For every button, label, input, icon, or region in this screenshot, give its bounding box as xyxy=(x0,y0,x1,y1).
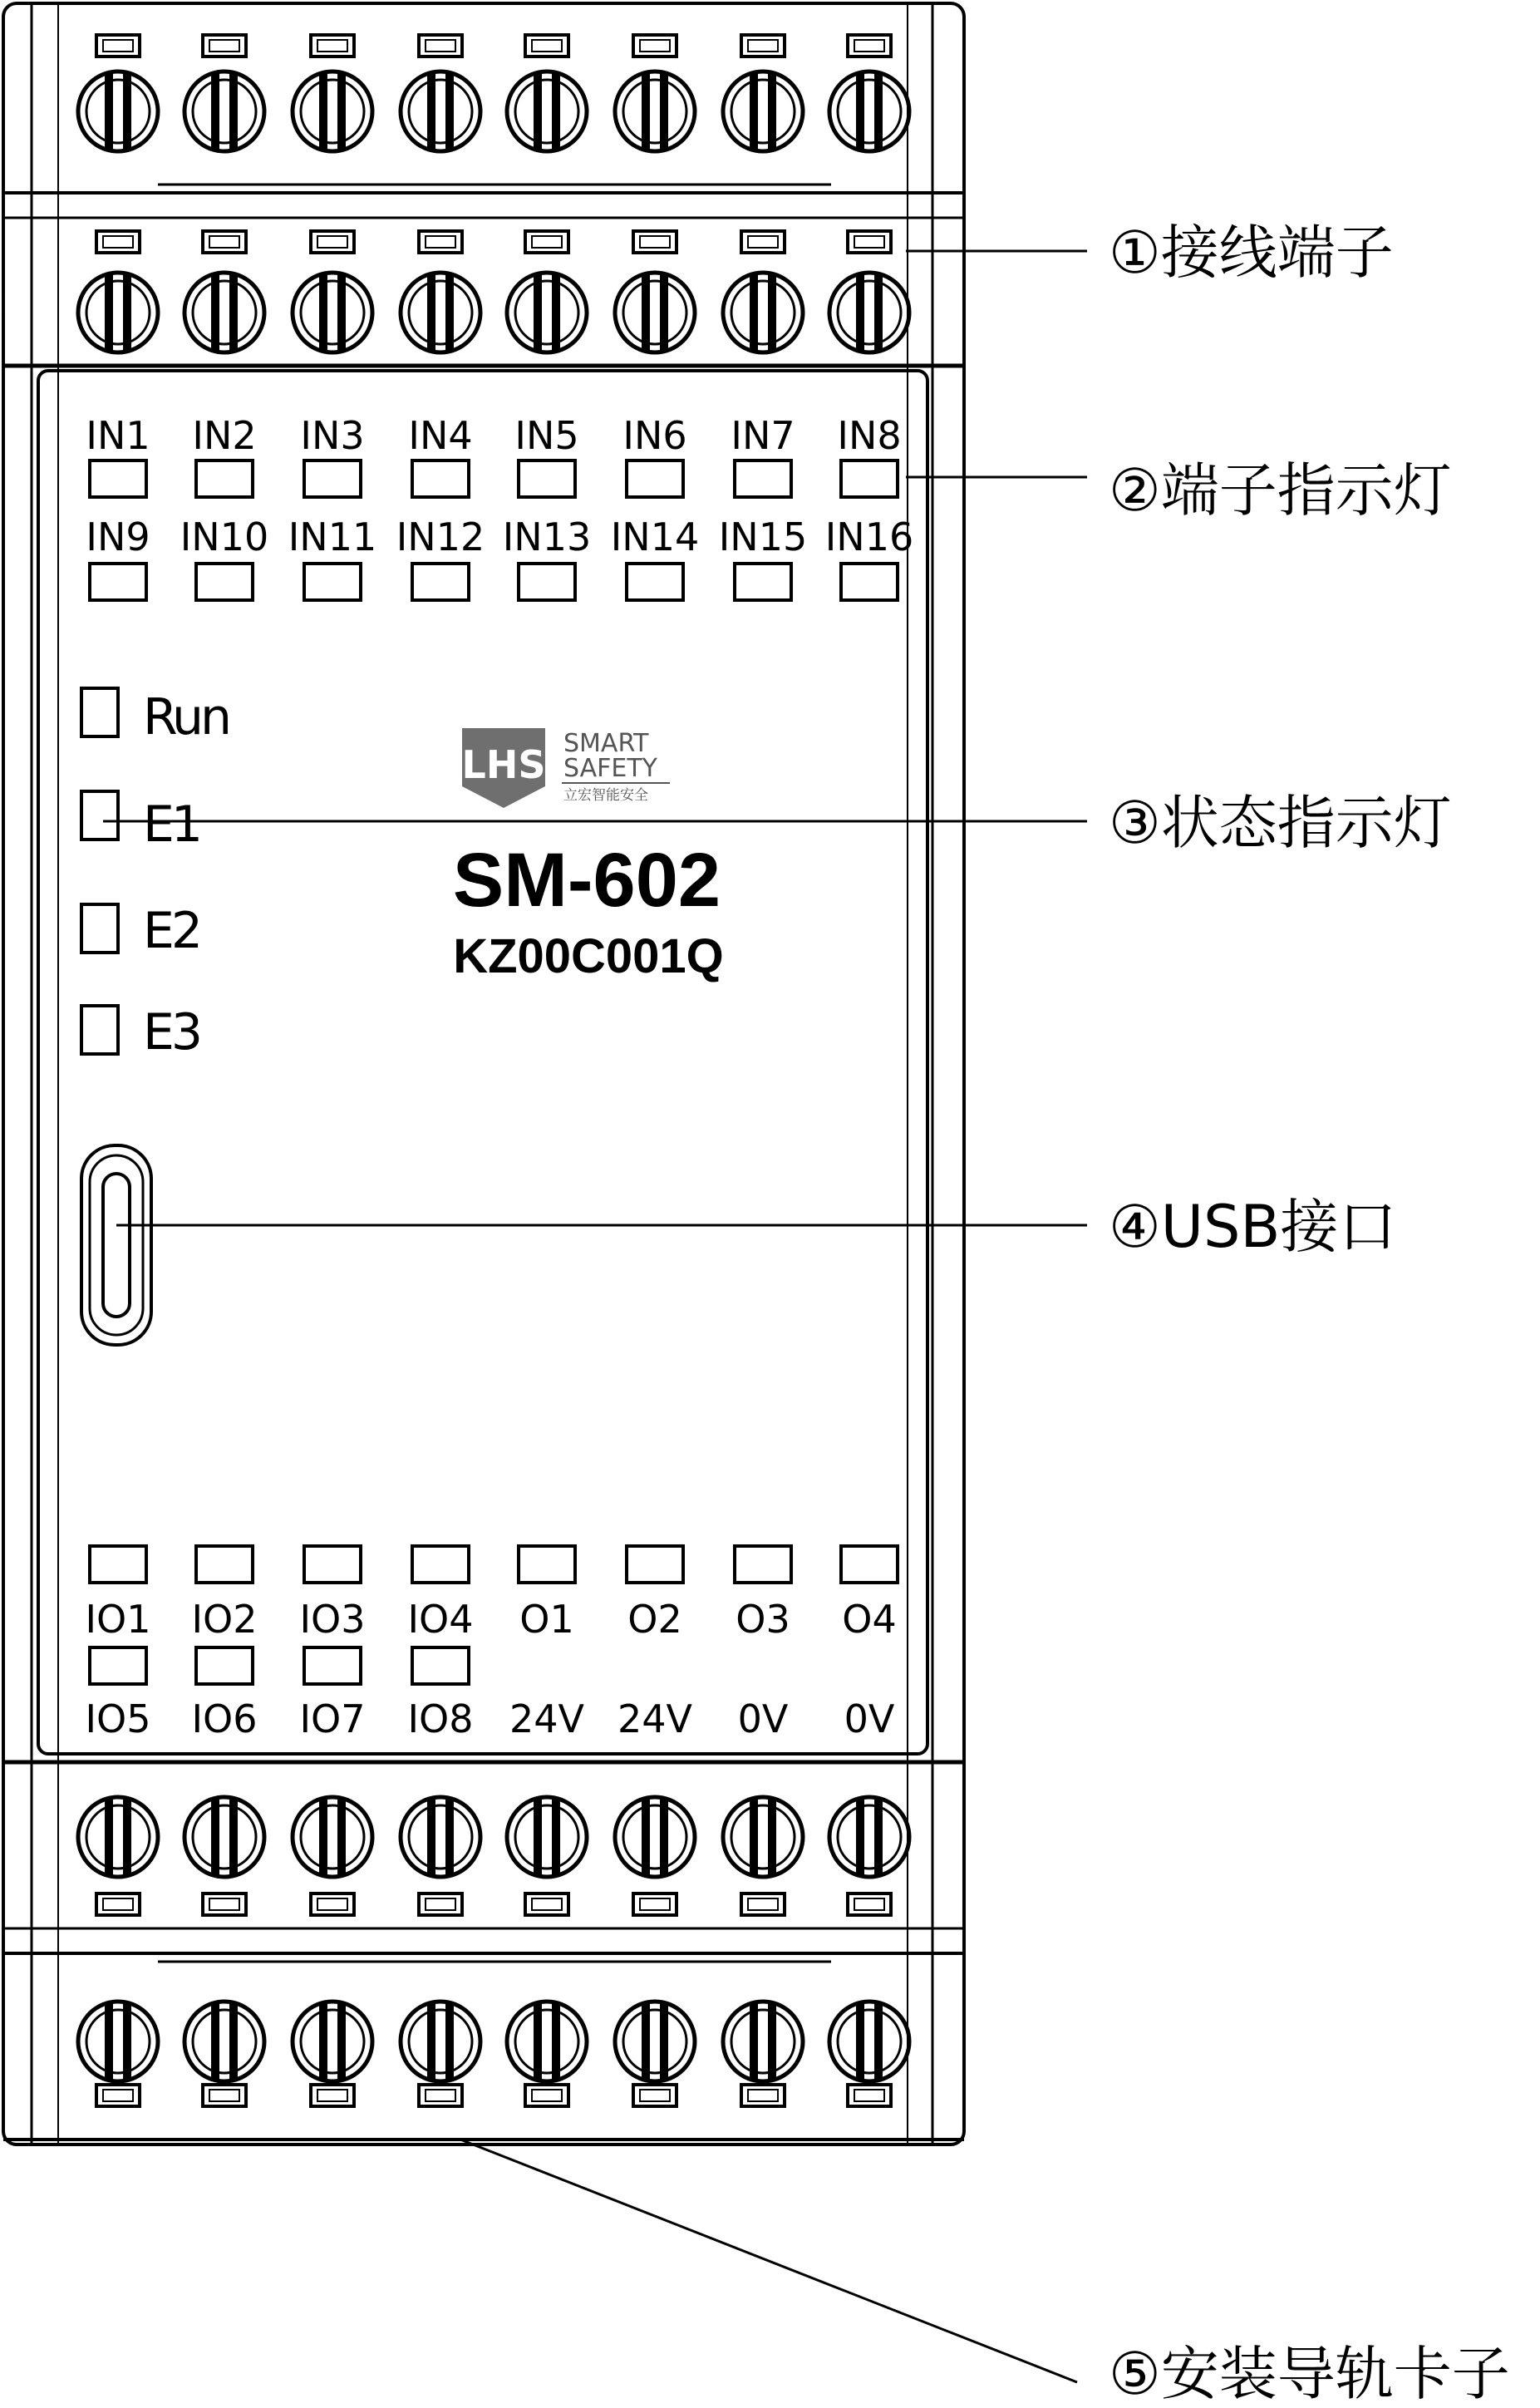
terminal-slot xyxy=(848,1893,891,1915)
led-label: O2 xyxy=(627,1597,682,1642)
callout-status-led: ③状态指示灯 xyxy=(1109,789,1452,857)
terminal-slot xyxy=(96,2085,140,2106)
terminal-slot xyxy=(311,231,354,253)
terminal-screw xyxy=(723,273,803,352)
terminal-screw xyxy=(293,2002,372,2081)
terminal-screw xyxy=(401,71,480,151)
terminal-screw xyxy=(401,1797,480,1877)
led-label: IO1 xyxy=(85,1597,151,1642)
terminal-screw xyxy=(401,2002,480,2081)
terminal-row-bottom-inner xyxy=(78,1797,909,1915)
terminal-screw xyxy=(507,273,587,352)
terminal-slot xyxy=(633,1893,677,1915)
led-label: IN11 xyxy=(288,515,377,559)
status-label-e2: E2 xyxy=(143,902,200,960)
led-label: IO4 xyxy=(407,1597,474,1642)
led-label: IN1 xyxy=(86,413,150,458)
terminal-slot xyxy=(96,1893,140,1915)
terminal-slot xyxy=(203,1893,246,1915)
status-label-e3: E3 xyxy=(143,1003,200,1061)
led-label: IN16 xyxy=(824,515,914,559)
terminal-screw xyxy=(293,71,372,151)
indicator-led xyxy=(519,460,575,497)
terminal-slot xyxy=(848,35,891,57)
indicator-led xyxy=(90,564,146,600)
terminal-slot xyxy=(741,35,785,57)
led-label: IO7 xyxy=(299,1696,366,1741)
io-led-row-2 xyxy=(85,1647,894,1741)
io-led-row-1 xyxy=(85,1546,898,1642)
indicator-led xyxy=(304,1546,361,1583)
callout-din-clip: ⑤安装导轨卡子 xyxy=(1109,2340,1510,2408)
terminal-row-top-inner xyxy=(78,231,909,352)
terminal-screw xyxy=(185,1797,264,1877)
terminal-slot xyxy=(741,1893,785,1915)
led-label: O4 xyxy=(842,1597,897,1642)
terminal-row-top-outer xyxy=(78,35,909,151)
terminal-screw xyxy=(507,2002,587,2081)
status-led-run xyxy=(81,688,118,736)
indicator-led xyxy=(196,1647,253,1684)
led-label: 24V xyxy=(617,1696,693,1741)
indicator-led xyxy=(841,1546,898,1583)
led-label: IN6 xyxy=(622,413,687,458)
status-led-e3 xyxy=(81,1006,118,1054)
brand-logo xyxy=(462,728,670,808)
led-label: IN9 xyxy=(86,515,150,559)
status-led-e1 xyxy=(81,791,118,840)
led-label: IN3 xyxy=(300,413,365,458)
callout-terminal: ①接线端子 xyxy=(1109,219,1394,287)
led-label: IN4 xyxy=(408,413,473,458)
terminal-screw xyxy=(829,273,909,352)
indicator-led xyxy=(196,460,253,497)
part-number: KZ00C001Q xyxy=(453,929,724,983)
terminal-slot xyxy=(525,35,568,57)
terminal-slot xyxy=(203,231,246,253)
indicator-led xyxy=(304,460,361,497)
indicator-led xyxy=(196,564,253,600)
status-leds xyxy=(81,688,229,1061)
terminal-slot xyxy=(203,2085,246,2106)
terminal-screw xyxy=(723,71,803,151)
terminal-slot xyxy=(96,231,140,253)
terminal-screw xyxy=(829,71,909,151)
indicator-led xyxy=(627,564,683,600)
brand-line-1: SMART xyxy=(563,729,649,758)
indicator-led xyxy=(627,460,683,497)
terminal-row-bottom-outer xyxy=(78,2002,909,2106)
terminal-screw xyxy=(723,2002,803,2081)
indicator-led xyxy=(519,564,575,600)
terminal-screw xyxy=(293,1797,372,1877)
indicator-led xyxy=(412,1546,469,1583)
led-label: IN15 xyxy=(718,515,808,559)
status-label-run: Run xyxy=(143,688,229,746)
terminal-slot xyxy=(741,2085,785,2106)
led-label: 0V xyxy=(737,1696,789,1741)
led-label: O3 xyxy=(736,1597,790,1642)
terminal-screw xyxy=(185,2002,264,2081)
led-label: IO5 xyxy=(85,1696,151,1741)
indicator-led xyxy=(90,460,146,497)
terminal-screw xyxy=(293,273,372,352)
terminal-screw xyxy=(78,71,158,151)
led-label: IN13 xyxy=(502,515,592,559)
led-label: IN5 xyxy=(514,413,579,458)
leader-lines xyxy=(103,251,1087,2382)
terminal-slot xyxy=(848,2085,891,2106)
led-label: IN2 xyxy=(192,413,257,458)
indicator-led xyxy=(841,564,898,600)
led-label: IO2 xyxy=(191,1597,258,1642)
logo-letters: LHS xyxy=(461,742,546,787)
indicator-led xyxy=(735,1546,791,1583)
terminal-slot xyxy=(633,35,677,57)
terminal-screw xyxy=(829,1797,909,1877)
input-led-row-1 xyxy=(86,413,901,497)
terminal-screw xyxy=(829,2002,909,2081)
terminal-slot xyxy=(848,231,891,253)
led-label: IN14 xyxy=(610,515,700,559)
terminal-screw xyxy=(78,2002,158,2081)
terminal-slot xyxy=(96,35,140,57)
callouts xyxy=(1109,219,1510,2408)
indicator-led xyxy=(304,1647,361,1684)
indicator-led xyxy=(627,1546,683,1583)
led-label: 24V xyxy=(509,1696,585,1741)
status-led-e2 xyxy=(81,904,118,953)
indicator-led xyxy=(304,564,361,600)
terminal-screw xyxy=(78,1797,158,1877)
terminal-screw xyxy=(615,1797,695,1877)
terminal-screw xyxy=(185,71,264,151)
brand-line-2: SAFETY xyxy=(563,754,657,783)
led-label: IN8 xyxy=(837,413,902,458)
terminal-slot xyxy=(419,1893,462,1915)
terminal-screw xyxy=(615,2002,695,2081)
callout-usb: ④USB接口 xyxy=(1109,1193,1397,1261)
led-label: IN12 xyxy=(396,515,485,559)
model-name: SM-602 xyxy=(452,838,721,923)
led-label: IN7 xyxy=(731,413,795,458)
led-label: 0V xyxy=(844,1696,895,1741)
indicator-led xyxy=(412,460,469,497)
indicator-led xyxy=(841,460,898,497)
indicator-led xyxy=(735,564,791,600)
terminal-slot xyxy=(741,231,785,253)
terminal-screw xyxy=(723,1797,803,1877)
indicator-led xyxy=(196,1546,253,1583)
status-label-e1: E1 xyxy=(143,795,200,854)
led-label: O1 xyxy=(519,1597,574,1642)
terminal-slot xyxy=(525,1893,568,1915)
brand-line-3: 立宏智能安全 xyxy=(563,787,648,804)
indicator-led xyxy=(735,460,791,497)
callout-terminal-led: ②端子指示灯 xyxy=(1109,456,1452,524)
terminal-slot xyxy=(311,2085,354,2106)
usb-port xyxy=(81,1145,151,1345)
led-label: IO8 xyxy=(407,1696,474,1741)
terminal-slot xyxy=(419,231,462,253)
indicator-led xyxy=(519,1546,575,1583)
terminal-slot xyxy=(633,231,677,253)
terminal-slot xyxy=(633,2085,677,2106)
terminal-slot xyxy=(203,35,246,57)
terminal-screw xyxy=(401,273,480,352)
terminal-screw xyxy=(507,71,587,151)
led-label: IO6 xyxy=(191,1696,258,1741)
indicator-led xyxy=(412,1647,469,1684)
terminal-screw xyxy=(78,273,158,352)
terminal-screw xyxy=(615,273,695,352)
terminal-screw xyxy=(185,273,264,352)
indicator-led xyxy=(90,1546,146,1583)
led-label: IN10 xyxy=(180,515,269,559)
terminal-slot xyxy=(311,35,354,57)
terminal-screw xyxy=(615,71,695,151)
terminal-slot xyxy=(525,2085,568,2106)
terminal-slot xyxy=(419,2085,462,2106)
terminal-slot xyxy=(419,35,462,57)
led-label: IO3 xyxy=(299,1597,366,1642)
terminal-screw xyxy=(507,1797,587,1877)
input-led-row-2 xyxy=(86,515,913,600)
indicator-led xyxy=(90,1647,146,1684)
terminal-slot xyxy=(525,231,568,253)
terminal-slot xyxy=(311,1893,354,1915)
indicator-led xyxy=(412,564,469,600)
